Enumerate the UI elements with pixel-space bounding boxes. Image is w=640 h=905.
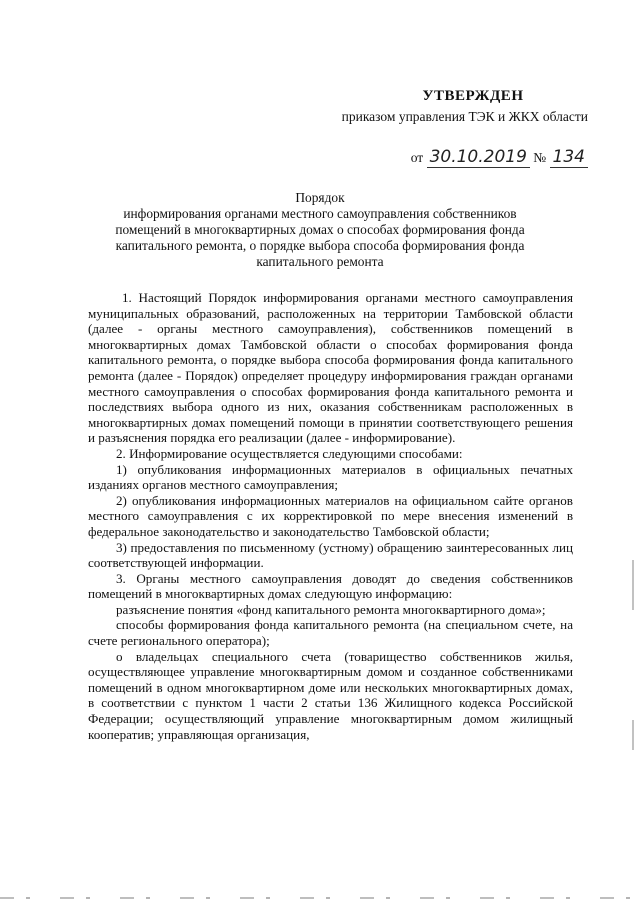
title-line: капитального ремонта: [256, 254, 384, 269]
scan-edge-mark: [632, 560, 634, 610]
title-line: Порядок: [295, 190, 345, 205]
approval-title: УТВЕРЖДЕН: [422, 88, 524, 104]
info-item-3: о владельцах специального счета (товарищество собственников жилья, осуществляющее управление многоквартирным домом и созданное собственниками помещений в одном многоквартирном доме или нескольких многоквартирных домах, в соответствии с пунктом 1 части 2 статьи 136 Жилищного кодекса Российской Федерации; осуществляющий управление многоквартирным домом жилищный кооператив; управляющая организация,: [88, 648, 573, 742]
info-item-2: способы формирования фонда капитального ремонта (на специальном счете, на счете регионального оператора);: [88, 617, 573, 649]
handwritten-date: 30.10.2019: [427, 147, 530, 168]
document-body: [88, 290, 573, 742]
approval-date-line: [318, 147, 588, 167]
handwritten-number: 134: [550, 147, 588, 168]
document-title: [95, 190, 545, 270]
title-line: информирования органами местного самоуправления собственников: [123, 206, 517, 221]
approval-stamp: [318, 88, 588, 167]
scan-artifact-line: [0, 897, 640, 899]
number-prefix: №: [533, 150, 547, 165]
paragraph-2: 2. Информирование осуществляется следующими способами:: [116, 445, 463, 461]
list-item-2: 2) опубликования информационных материалов на официальном сайте органов местного самоуправления с их корректировкой по мере внесения изменений в федеральное законодательство и законодательство Тамбовской области;: [88, 492, 573, 539]
date-prefix: от: [410, 150, 424, 165]
approval-order-line: приказом управления ТЭК и ЖКХ области: [341, 109, 588, 124]
list-item-1: 1) опубликования информационных материалов в официальных печатных изданиях органов местного самоуправления;: [88, 461, 573, 493]
title-line: помещений в многоквартирных домах о способах формирования фонда: [115, 222, 525, 237]
paragraph-3: 3. Органы местного самоуправления доводят до сведения собственников помещений в многоквартирных домах следующую информацию:: [88, 570, 573, 602]
scan-edge-mark: [632, 720, 634, 750]
info-item-1: разъяснение понятия «фонд капитального ремонта многоквартирного дома»;: [116, 601, 546, 617]
list-item-3: 3) предоставления по письменному (устному) обращению заинтересованных лиц соответствующей информации.: [88, 539, 573, 571]
title-line: капитального ремонта, о порядке выбора способа формирования фонда: [115, 238, 525, 253]
paragraph-1: 1. Настоящий Порядок информирования органами местного самоуправления муниципальных образований, расположенных на территории Тамбовской области (далее - органы местного самоуправления), собственников помещений в многоквартирных домах Тамбовской области о способах формирования фонда капитального ремонта, о порядке выбора способа формирования фонда капитального ремонта (далее - Порядок) определяет процедуру информирования граждан органами местного самоуправления о способах формирования фонда капитального ремонта и последствиях выбора одного из них, оказания собственникам расположенных в многоквартирных домах помещений помощи в принятии соответствующего решения и разъяснения порядка его реализации (далее - информирование).: [88, 290, 573, 446]
